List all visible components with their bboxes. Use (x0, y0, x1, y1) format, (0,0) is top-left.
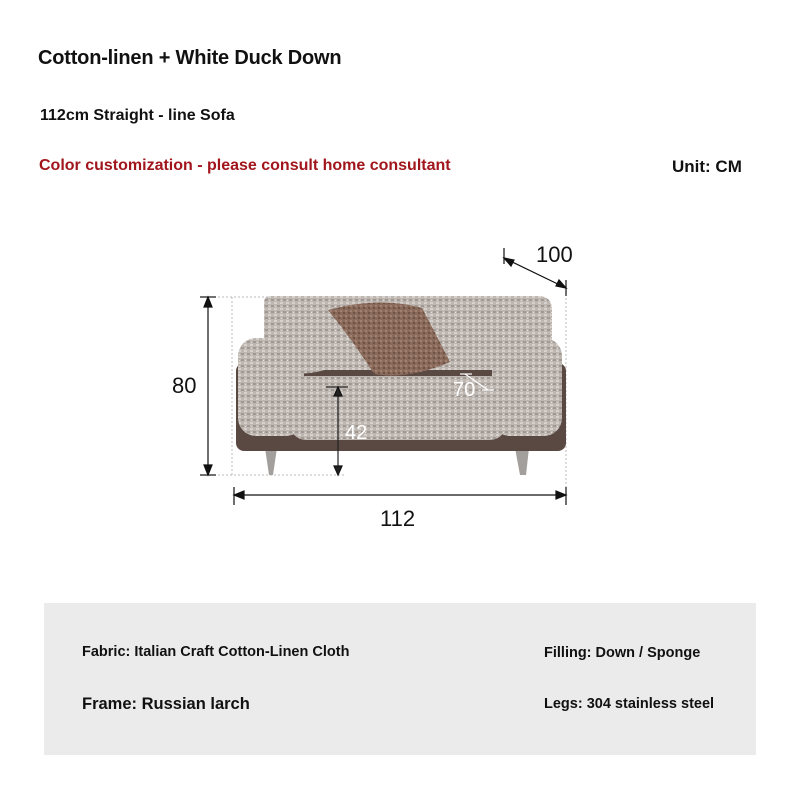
sofa-illustration (236, 296, 566, 475)
sofa-dimension-diagram (160, 230, 600, 540)
unit-label: Unit: CM (672, 157, 742, 176)
spec-filling: Filling: Down / Sponge (544, 645, 701, 661)
seat-height-value: 42 (345, 422, 368, 444)
spec-legs: Legs: 304 stainless steel (544, 696, 715, 712)
specs-panel (44, 603, 756, 755)
product-title: Cotton-linen + White Duck Down (38, 47, 342, 69)
spec-frame: Frame: Russian larch (82, 695, 250, 713)
width-value: 112 (380, 506, 416, 531)
color-customization-notice: Color customization - please consult home consultant (39, 157, 451, 174)
seat-depth-value: 70 (453, 379, 476, 401)
depth-value: 100 (536, 242, 573, 267)
height-value: 80 (172, 373, 197, 398)
spec-fabric: Fabric: Italian Craft Cotton-Linen Cloth (82, 644, 350, 660)
product-subtitle: 112cm Straight - line Sofa (40, 107, 235, 124)
